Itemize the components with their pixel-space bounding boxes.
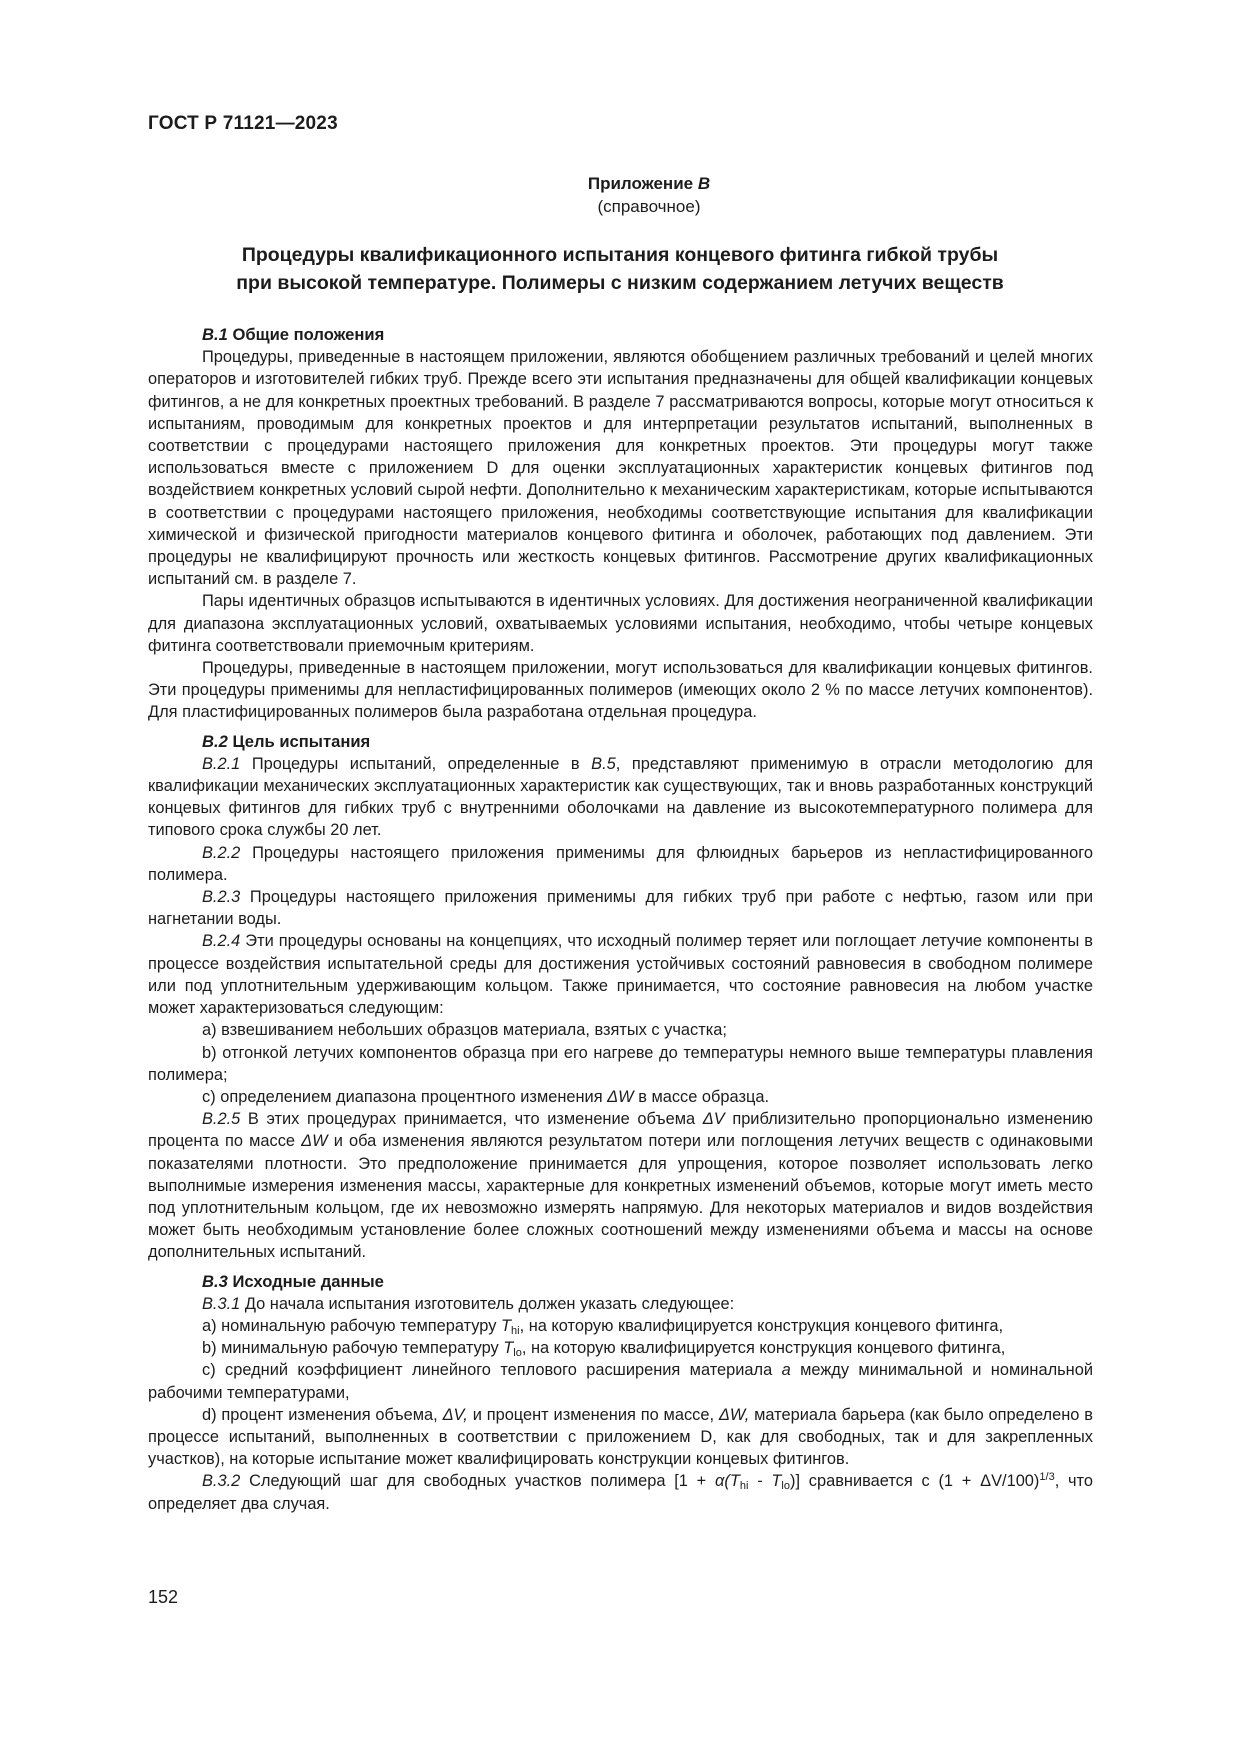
math-subscript: hi [511, 1324, 520, 1337]
clause-text: , представляют применимую в отрасли методологию для квалификации механических эксплуатационных характеристик как существующих, так и вновь разработанных конструкций концевых фитингов для гибких труб с внутренними оболочками на давление из высокотемпературного полимера для типового срока службы 20 лет. [148, 754, 1094, 840]
section-heading-b3 [148, 1271, 1093, 1293]
clause-text: приблизительно пропорционально изменению процента по массе [148, 1110, 1093, 1151]
section-number: В.2 [202, 731, 228, 751]
list-item-d [148, 1404, 1093, 1471]
section-number: В.3 [202, 1271, 228, 1291]
appendix-heading-line-2: при высокой температуре. Полимеры с низким содержанием летучих веществ [236, 272, 1004, 294]
section-number: В.1 [202, 325, 228, 344]
list-text: и процент изменения по массе, [472, 1405, 714, 1424]
math-subscript: hi [739, 1480, 749, 1493]
math-symbol: T [503, 1339, 514, 1358]
clause-number: В.2.2 [202, 843, 241, 862]
clause-number: В.2.1 [202, 754, 241, 773]
clause-b-2-3 [148, 886, 1093, 930]
list-item-c [148, 1359, 1093, 1403]
list-text: , на которую квалифицируется конструкция концевого фитинга, [519, 1316, 1004, 1335]
section-heading-b2 [148, 731, 1093, 753]
section-title: Цель испытания [232, 731, 371, 751]
list-text: b) минимальную рабочую температуру [202, 1339, 499, 1358]
clause-text: Процедуры настоящего приложения применимы для флюидных барьеров из непластифицированного полимера. [148, 843, 1093, 884]
appendix-label: Приложение [587, 174, 694, 193]
list-item-b: b) отгонкой летучих компонентов образца при его нагреве до температуры немного выше температуры плавления полимера; [148, 1043, 1093, 1084]
math-subscript: lo [781, 1480, 790, 1493]
math-symbol: a [781, 1361, 791, 1380]
section-heading-b1 [148, 324, 1093, 346]
clause-b-3-1 [148, 1293, 1093, 1315]
appendix-heading [148, 241, 1092, 297]
clause-b-2-2 [148, 842, 1093, 886]
math-symbol: ΔW [607, 1087, 634, 1106]
clause-text: Эти процедуры основаны на концепциях, что исходный полимер теряет или поглощает летучие компоненты в процессе воздействия испытательной среды для достижения устойчивых состояний равновесия в свободном полимере или под уплотнительным удерживающим кольцом. Также принимается, что состояние равновесия на любом участке может характеризоваться следующим: [148, 932, 1093, 1018]
appendix-kind: (справочное) [597, 197, 701, 216]
list-item-b [148, 1337, 1093, 1359]
list-text: c) определением диапазона процентного изменения [202, 1087, 603, 1106]
clause-text: )] сравнивается с (1 + ΔV/100) [789, 1472, 1040, 1491]
appendix-letter: В [697, 174, 711, 193]
paragraph: Процедуры, приведенные в настоящем приложении, являются обобщением различных требований и целей многих операторов и изготовителей гибких труб. Прежде всего эти испытания предназначены для общей квалификации концевых фитингов, а не для конкретных проектных требований. В разделе 7 рассматриваются вопросы, которые могут относиться к испытаниям, проводимым для конкретных проектов и для интерпретации результатов испытаний, выполненных в соответствии с процедурами настоящего приложения для конкретных проектов. Эти процедуры могут также использоваться вместе с приложением D для оценки эксплуатационных характеристик концевых фитингов под воздействием конкретных условий сырой нефти. Дополнительно к механическим характеристикам, которые испытываются в соответствии с процедурами настоящего приложения, необходимы соответствующие испытания для квалификации химической и физической пригодности материалов концевого фитинга и оболочек, работающих под давлением. Эти процедуры не квалифицируют прочность или жесткость концевых фитингов. Рассмотрение других квалификационных испытаний см. в разделе 7. [148, 348, 1093, 589]
list-item-a: a) взвешиванием небольших образцов материала, взятых с участка; [202, 1021, 727, 1040]
list-text: a) номинальную рабочую температуру [202, 1316, 497, 1335]
list-text: d) процент изменения объема, [202, 1405, 438, 1424]
paragraph: Процедуры, приведенные в настоящем приложении, могут использоваться для квалификации концевых фитингов. Эти процедуры применимы для непластифицированных полимеров (имеющих около 2 % по массе летучих компонентов). Для пластифицированных полимеров была разработана отдельная процедура. [148, 659, 1093, 722]
list-text: материала барьера (как было определено в процессе испытаний, выполненных в соответствии с приложением D, как для свободных, так и для закрепленных участков), на которые испытание может квалифицировать конструкции концевых фитингов. [148, 1405, 1093, 1469]
clause-number: В.2.4 [202, 932, 241, 951]
section-title: Исходные данные [232, 1271, 384, 1291]
clause-b-2-5 [148, 1108, 1093, 1263]
math-symbol: ΔW, [718, 1405, 750, 1424]
page-number: 152 [148, 1587, 179, 1607]
clause-text: Процедуры испытаний, определенные в [251, 754, 580, 773]
math-expression: - T [748, 1472, 782, 1491]
list-text: , на которую квалифицируется конструкция концевого фитинга, [521, 1339, 1006, 1358]
math-expression: α(T [715, 1472, 740, 1491]
list-text: c) средний коэффициент линейного теплового расширения материала [202, 1361, 773, 1380]
math-symbol: T [501, 1316, 512, 1335]
clause-b-3-2 [148, 1470, 1093, 1514]
clause-text: и оба изменения являются результатом потери или поглощения летучих веществ с одинаковыми показателями плотности. Это предположение принимается для упрощения, которое позволяет использовать легко выполнимые измерения изменения массы, характерные для конкретных изменений объемов, которые могут иметь место под уплотнительным кольцом, где их невозможно измерять напрямую. Для некоторых материалов и видов воздействия может быть необходимым установление более сложных соотношений между изменениями объема и массы на основе дополнительных испытаний. [148, 1132, 1093, 1262]
clause-number: В.3.1 [202, 1294, 241, 1313]
list-item-a [148, 1315, 1093, 1337]
clause-text: До начала испытания изготовитель должен указать следующее: [244, 1294, 735, 1313]
section-title: Общие положения [232, 325, 385, 344]
cross-reference: В.5 [591, 754, 616, 773]
math-superscript: 1/3 [1039, 1471, 1055, 1484]
clause-b-2-4 [148, 930, 1093, 1019]
clause-text: Процедуры настоящего приложения применимы для гибких труб при работе с нефтью, газом или при нагнетании воды. [148, 888, 1093, 929]
list-item-c [148, 1086, 1093, 1108]
appendix-title [449, 173, 849, 195]
appendix-heading-line-1: Процедуры квалификационного испытания концевого фитинга гибкой трубы [241, 244, 999, 266]
list-text: в массе образца. [638, 1087, 770, 1106]
clause-number: В.3.2 [202, 1472, 241, 1491]
clause-text: В этих процедурах принимается, что изменение объема [247, 1110, 696, 1129]
math-symbol: ΔV, [442, 1405, 468, 1424]
clause-b-2-1 [148, 753, 1093, 842]
paragraph: Пары идентичных образцов испытываются в идентичных условиях. Для достижения неограниченной квалификации для диапазона эксплуатационных условий, охватываемых условиями испытания, необходимо, чтобы четыре концевых фитинга соответствовали приемочным критериям. [148, 592, 1093, 655]
clause-text: , что определяет два случая. [148, 1472, 1093, 1513]
document-body [148, 324, 1093, 1515]
document-id: ГОСТ Р 71121—2023 [148, 113, 338, 134]
clause-number: В.2.3 [202, 888, 241, 907]
math-symbol: ΔW [301, 1132, 328, 1151]
clause-text: Следующий шаг для свободных участков полимера [1 + [249, 1472, 707, 1491]
list-text: между минимальной и номинальной рабочими температурами, [148, 1361, 1093, 1402]
math-symbol: ΔV [702, 1110, 725, 1129]
clause-number: В.2.5 [202, 1110, 241, 1129]
math-subscript: lo [513, 1347, 522, 1360]
